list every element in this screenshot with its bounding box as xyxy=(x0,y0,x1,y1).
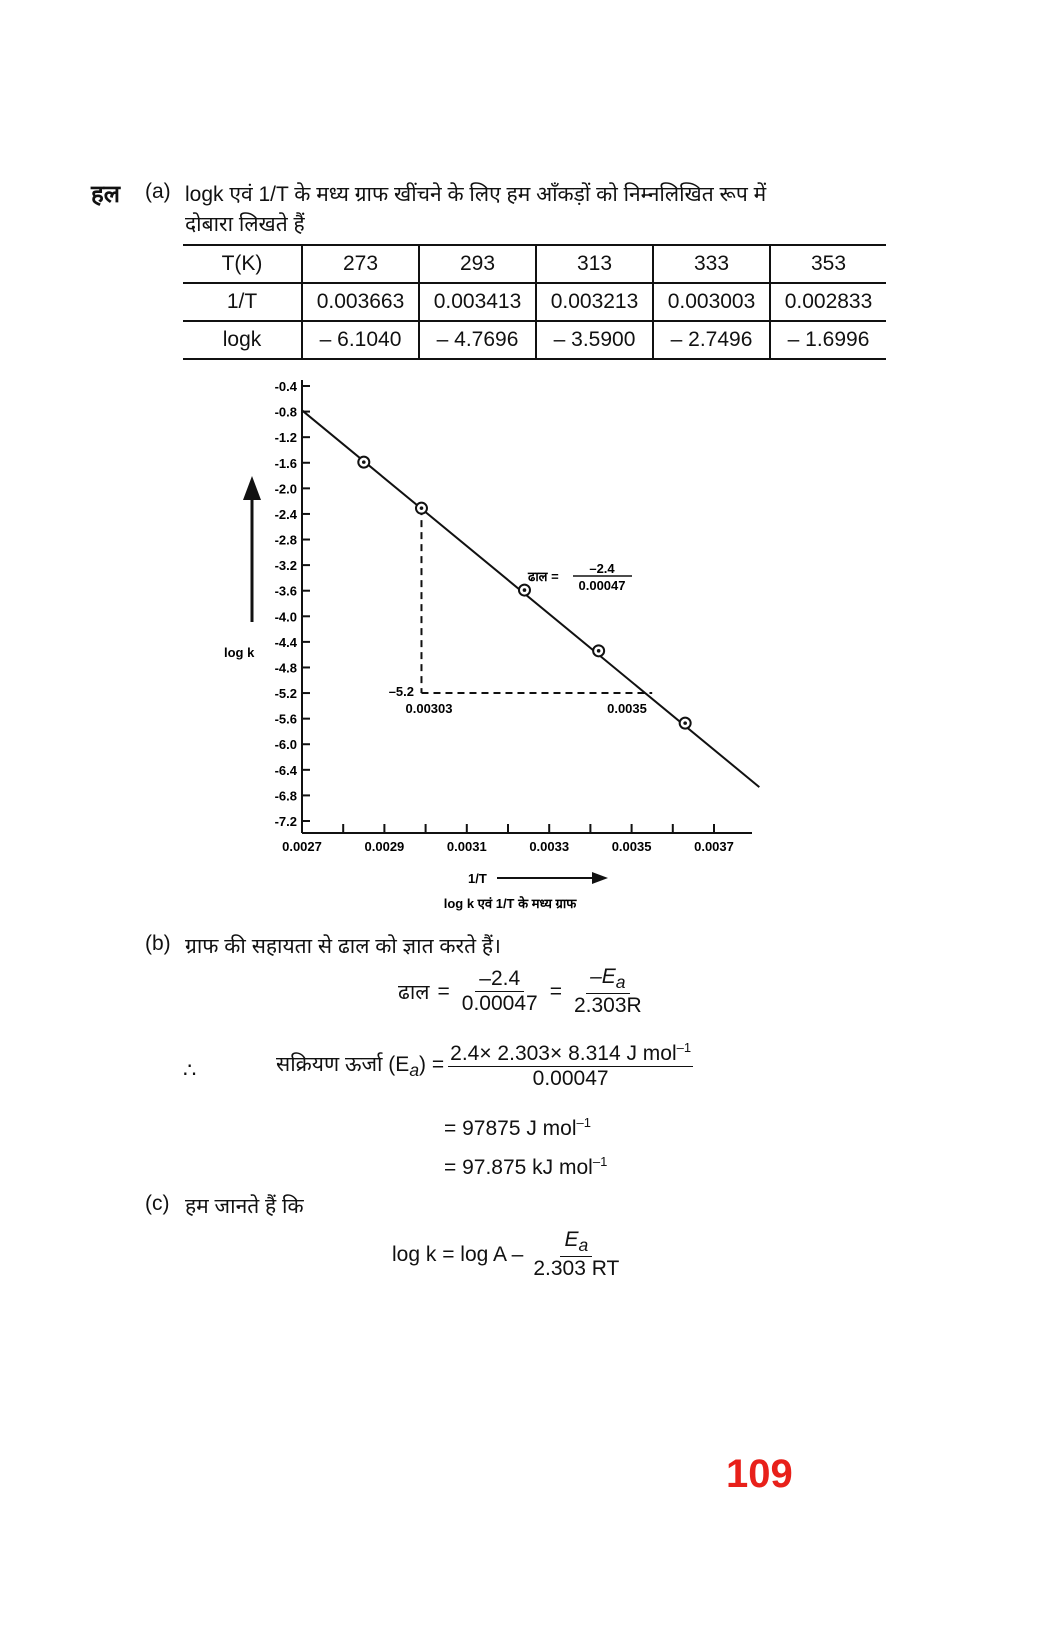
equals-sign: = xyxy=(437,979,450,1003)
slope-fraction xyxy=(458,967,542,1016)
denominator: 2.303R xyxy=(573,994,642,1018)
slope-denominator: 0.00047 xyxy=(578,578,626,593)
y-tick-label: -0.8 xyxy=(274,404,297,420)
y-tick-label: -6.4 xyxy=(274,762,297,778)
table-cell: 333 xyxy=(653,245,770,283)
arrhenius-fraction xyxy=(529,1228,623,1281)
exponent: –1 xyxy=(676,1040,692,1055)
table-cell: 0.003413 xyxy=(419,283,536,321)
row-header: T(K) xyxy=(183,245,302,283)
table-cell: 0.003213 xyxy=(536,283,653,321)
data-point-center xyxy=(597,649,601,653)
data-point-center xyxy=(523,588,527,592)
ea-label-close: ) = xyxy=(419,1052,445,1076)
y-tick-label: -4.8 xyxy=(274,660,297,676)
page-number: 109 xyxy=(726,1452,793,1496)
y-tick-label: -6.0 xyxy=(274,737,297,753)
part-a-text-line1: logk एवं 1/T के मध्य ग्राफ खींचने के लिए हम आँकड़ों को निम्नलिखित रूप में xyxy=(185,183,767,206)
table-cell: 0.003003 xyxy=(653,283,770,321)
chart-caption: log k एवं 1/T के मध्य ग्राफ xyxy=(443,896,577,911)
subscript: a xyxy=(615,972,626,993)
y-tick-label: -5.6 xyxy=(274,711,297,727)
ea-fraction xyxy=(570,965,646,1018)
table-cell: – 1.6996 xyxy=(770,321,886,359)
numerator: E xyxy=(564,1228,579,1251)
table-cell: – 2.7496 xyxy=(653,321,770,359)
result-kilojoules xyxy=(444,1154,607,1180)
y-tick-label: -2.4 xyxy=(274,506,297,522)
solution-label: हल xyxy=(91,181,121,208)
part-b-label: (b) xyxy=(145,932,171,955)
x-mark2-label: 0.0035 xyxy=(607,701,647,716)
equation-left: log k = log A – xyxy=(392,1242,524,1266)
slope-label: ढाल = xyxy=(528,569,559,584)
part-c-label: (c) xyxy=(145,1192,170,1215)
part-a-text-line2: दोबारा लिखते हैं xyxy=(185,213,305,236)
y-tick-label: -0.4 xyxy=(274,379,297,394)
denominator: 0.00047 xyxy=(461,992,538,1016)
result-joules-text: = 97875 J mol xyxy=(444,1117,577,1140)
numerator: –2.4 xyxy=(475,967,524,992)
result-joules xyxy=(444,1115,591,1141)
table-cell: – 4.7696 xyxy=(419,321,536,359)
table-cell: 273 xyxy=(302,245,419,283)
x-mark1-label: 0.00303 xyxy=(405,701,453,716)
slope-equation xyxy=(398,965,646,1018)
therefore-symbol: ∴ xyxy=(183,1059,197,1082)
exponent: –1 xyxy=(592,1154,608,1169)
y-tick-label: -3.2 xyxy=(274,558,297,574)
y-tick-label: -3.6 xyxy=(274,583,297,599)
x-tick-label: 0.0033 xyxy=(529,839,570,854)
table-cell: 293 xyxy=(419,245,536,283)
y-tick-label: -2.8 xyxy=(274,532,297,548)
arrhenius-equation xyxy=(392,1228,623,1281)
ea-label xyxy=(276,1050,444,1081)
y-tick-label: -2.0 xyxy=(274,481,297,497)
ea-label-text: सक्रियण ऊर्जा (E xyxy=(276,1052,410,1076)
denominator: 0.00047 xyxy=(532,1067,609,1090)
part-a-label: (a) xyxy=(145,180,171,203)
y-tick-label: -5.2 xyxy=(274,686,297,702)
table-cell: 353 xyxy=(770,245,886,283)
activation-energy-equation xyxy=(276,1040,693,1091)
subscript: a xyxy=(578,1235,589,1256)
y-tick-label: -1.6 xyxy=(274,455,297,471)
y-mark-label: –5.2 xyxy=(388,684,414,699)
x-tick-label: 0.0027 xyxy=(282,839,322,854)
x-tick-label: 0.0037 xyxy=(694,839,734,854)
numerator: –E xyxy=(590,965,616,988)
y-axis-label: log k xyxy=(224,645,255,660)
equals-sign: = xyxy=(549,979,562,1003)
data-point-center xyxy=(683,721,687,725)
part-c-text: हम जानते हैं कि xyxy=(185,1195,304,1218)
fit-line xyxy=(302,410,759,787)
data-point-center xyxy=(420,506,424,510)
part-b-text: ग्राफ की सहायता से ढाल को ज्ञात करते हैं। xyxy=(185,935,502,958)
data-point-center xyxy=(362,460,366,464)
slope-numerator: –2.4 xyxy=(589,561,615,576)
x-axis-label: 1/T xyxy=(468,871,487,886)
slope-word: ढाल xyxy=(398,980,430,1004)
row-header: 1/T xyxy=(183,283,302,321)
y-tick-label: -7.2 xyxy=(274,814,297,829)
denominator: 2.303 RT xyxy=(533,1257,620,1281)
table-cell: – 6.1040 xyxy=(302,321,419,359)
ea-fraction xyxy=(448,1040,693,1091)
table-cell: – 3.5900 xyxy=(536,321,653,359)
table-cell: 0.002833 xyxy=(770,283,886,321)
result-kilojoules-text: = 97.875 kJ mol xyxy=(444,1156,593,1179)
x-tick-label: 0.0029 xyxy=(364,839,405,854)
y-tick-label: -4.4 xyxy=(274,634,297,650)
x-tick-label: 0.0031 xyxy=(446,839,487,854)
x-tick-label: 0.0035 xyxy=(611,839,652,854)
exponent: –1 xyxy=(576,1115,591,1130)
table-cell: 313 xyxy=(536,245,653,283)
y-tick-label: -6.8 xyxy=(274,788,297,804)
subscript: a xyxy=(409,1060,420,1081)
numerator: 2.4× 2.303× 8.314 J mol xyxy=(450,1042,677,1065)
y-tick-label: -4.0 xyxy=(274,609,297,625)
y-tick-label: -1.2 xyxy=(274,430,297,446)
row-header: logk xyxy=(183,321,302,359)
table-cell: 0.003663 xyxy=(302,283,419,321)
